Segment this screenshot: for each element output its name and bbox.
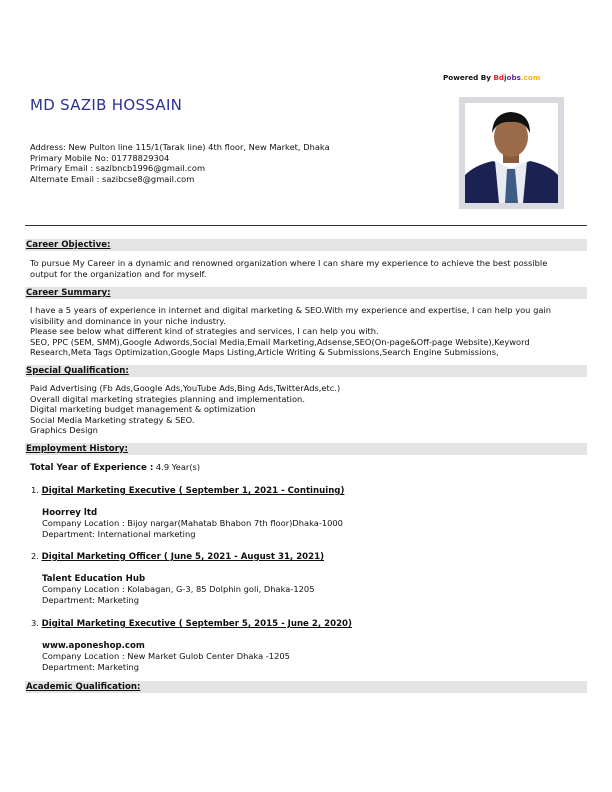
section-header-career-objective [25, 239, 587, 251]
special-qualification-list [30, 383, 340, 436]
section-title: Employment History: [26, 444, 128, 454]
section-header-employment-history [25, 443, 587, 455]
section-title: Career Summary: [26, 288, 111, 298]
list-item: Paid Advertising (Fb Ads,Google Ads,YouTube Ads,Bing Ads,TwitterAds,etc.) [30, 383, 341, 393]
contact-info [30, 142, 330, 184]
department: Department: Marketing [42, 594, 139, 605]
text-line: I have a 5 years of experience in internet and digital marketing & SEO.With my experience and expertise, I can help you gain [30, 305, 551, 315]
list-item: Social Media Marketing strategy & SEO. [30, 414, 195, 425]
job-title: Digital Marketing Executive ( September 5, 2015 - June 2, 2020) [41, 619, 352, 629]
text-line: To pursue My Career in a dynamic and renowned organization where I can share my experience to achieve the best possible [30, 258, 548, 268]
address: Address: New Pulton line 115/1(Tarak line) 4th floor, New Market, Dhaka [30, 142, 330, 152]
company-name: www.aponeshop.com [42, 640, 145, 651]
total-experience [30, 462, 200, 474]
job-number: 3. [31, 618, 39, 628]
alternate-email: Alternate Email : sazibcse8@gmail.com [30, 173, 195, 184]
candidate-name: MD SAZIB HOSSAIN [30, 96, 183, 114]
list-item: Digital marketing budget management & optimization [30, 404, 256, 414]
text-line: visibility and dominance in your niche industry. [30, 315, 226, 326]
job-title: Digital Marketing Officer ( June 5, 2021 - August 31, 2021) [41, 552, 325, 562]
text-line: SEO, PPC (SEM, SMM),Google Adwords,Social Media,Email Marketing,Adsense,SEO(On-page&Off-page Website),Keyword [30, 336, 530, 347]
section-header-career-summary [25, 287, 587, 299]
section-title: Academic Qualification: [26, 682, 141, 692]
list-item: Graphics Design [30, 425, 98, 435]
text-line: Please see below what different kind of strategies and services, I can help you with. [30, 326, 379, 336]
job-entry [31, 485, 344, 539]
text-line: output for the organization and for myself. [30, 268, 207, 279]
primary-email: Primary Email : sazibncb1996@gmail.com [30, 163, 206, 173]
job-number: 2. [31, 551, 39, 561]
photo-frame [459, 97, 564, 209]
header-divider [25, 225, 587, 226]
section-header-academic-qualification [25, 681, 587, 693]
mobile: Primary Mobile No: 01778829304 [30, 152, 170, 163]
career-objective-text [30, 258, 547, 279]
total-experience-label: Total Year of Experience : [30, 463, 154, 473]
brand-logo-com: .com [520, 73, 541, 82]
company-name: Hoorrey ltd [42, 507, 98, 518]
total-experience-value: 4.9 Year(s) [153, 462, 201, 472]
brand-logo-bd: Bd [493, 73, 505, 82]
career-summary-text [30, 305, 551, 358]
company-location: Company Location : Bijoy nargar(Mahatab Bhabon 7th floor)Dhaka-1000 [42, 518, 343, 528]
powered-by-label: Powered By [443, 73, 494, 82]
section-title: Career Objective: [26, 240, 111, 250]
job-entry [31, 618, 352, 672]
section-header-special-qualification [25, 365, 587, 377]
powered-by [443, 73, 540, 82]
list-item: Overall digital marketing strategies planning and implementation. [30, 393, 305, 404]
company-location: Company Location : New Market Gulob Center Dhaka -1205 [42, 651, 290, 661]
job-entry [31, 551, 324, 605]
company-location: Company Location : Kolabagan, G-3, 85 Dolphin goli, Dhaka-1205 [42, 584, 315, 594]
department: Department: Marketing [42, 661, 139, 672]
profile-photo [465, 103, 558, 203]
brand-logo-jobs: jobs [504, 73, 521, 82]
text-line: Research,Meta Tags Optimization,Google Maps Listing,Article Writing & Submissions,Search Engine Submissions, [30, 347, 499, 357]
job-title: Digital Marketing Executive ( September 1, 2021 - Continuing) [41, 486, 345, 496]
job-number: 1. [31, 485, 39, 495]
company-name: Talent Education Hub [42, 573, 146, 584]
section-title: Special Qualification: [26, 366, 129, 376]
department: Department: International marketing [42, 528, 196, 539]
